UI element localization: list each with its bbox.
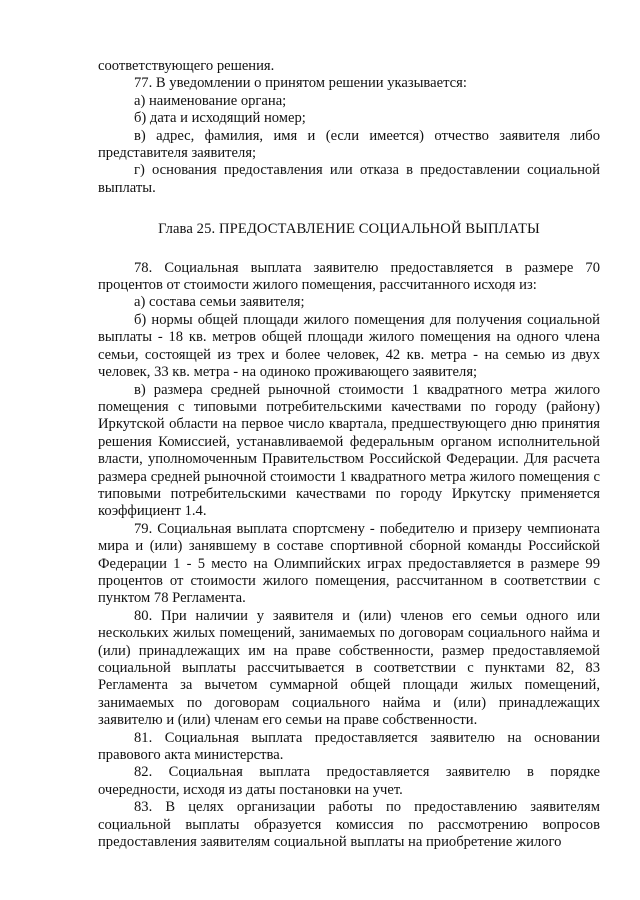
- list-item-g: г) основания предоставления или отказа в предоставлении социальной выплаты.: [98, 162, 600, 196]
- paragraph-continuation: соответствующего решения.: [98, 58, 275, 74]
- paragraph-77: 77. В уведомлении о принятом решении указывается:: [134, 75, 467, 92]
- paragraph-78-v: в) размера средней рыночной стоимости 1 квадратного метра жилого помещения с типовыми потребительскими качествами по городу (району) Иркутской области на первое число квартала, предшествующего дню принятия решения Комиссией, устанавливаемой федеральным органом исполнительной власти, уполномоченным Правительством Российской Федерации. Для расчета размера средней рыночной стоимости 1 квадратного метра жилого помещения с типовыми потребительскими качествами по городу Иркутску применяется коэффициент 1.4.: [98, 381, 600, 520]
- paragraph-78: 78. Социальная выплата заявителю предоставляется в размере 70 процентов от стоимости жилого помещения, рассчитанного исходя из:: [98, 259, 600, 294]
- list-item-v: в) адрес, фамилия, имя и (если имеется) отчество заявителя либо представителя заявителя;: [98, 127, 600, 162]
- document-page: [98, 58, 600, 851]
- paragraph-78-b: б) нормы общей площади жилого помещения для получения социальной выплаты - 18 кв. метров общей площади жилого помещения на одного члена семьи, состоящей из трех и более человек, 42 кв. метра - на семью из двух человек, 33 кв. метра - на одиноко проживающего заявителя;: [98, 311, 600, 381]
- paragraph-78-a: а) состава семьи заявителя;: [134, 294, 305, 311]
- chapter-heading: Глава 25. ПРЕДОСТАВЛЕНИЕ СОЦИАЛЬНОЙ ВЫПЛАТЫ: [158, 221, 540, 238]
- paragraph-79: 79. Социальная выплата спортсмену - победителю и призеру чемпионата мира и (или) занявшему в составе спортивной сборной команды Российской Федерации 1 - 5 место на Олимпийских играх предоставляется в размере 99 процентов от стоимости жилого помещения, рассчитанном в соответствии с пунктом 78 Регламента.: [98, 520, 600, 607]
- paragraph-80: 80. При наличии у заявителя и (или) членов его семьи одного или нескольких жилых помещений, занимаемых по договорам социального найма и (или) принадлежащих им на праве собственности, размер предоставляемой социальной выплаты рассчитывается в соответствии с пунктами 82, 83 Регламента за вычетом суммарной общей площади жилых помещений, занимаемых по договорам социального найма и (или) принадлежащих заявителю и (или) членам его семьи на праве собственности.: [98, 607, 600, 729]
- paragraph-83: 83. В целях организации работы по предоставлению заявителям социальной выплаты образуется комиссия по рассмотрению вопросов предоставления заявителям социальной выплаты на приобретение жилого: [98, 799, 600, 851]
- list-item-b: б) дата и исходящий номер;: [134, 110, 306, 127]
- paragraph-81: 81. Социальная выплата предоставляется заявителю на основании правового акта министерства.: [98, 729, 600, 764]
- list-item-a: а) наименование органа;: [134, 92, 287, 109]
- paragraph-82: 82. Социальная выплата предоставляется заявителю в порядке очередности, исходя из даты постановки на учет.: [98, 764, 600, 798]
